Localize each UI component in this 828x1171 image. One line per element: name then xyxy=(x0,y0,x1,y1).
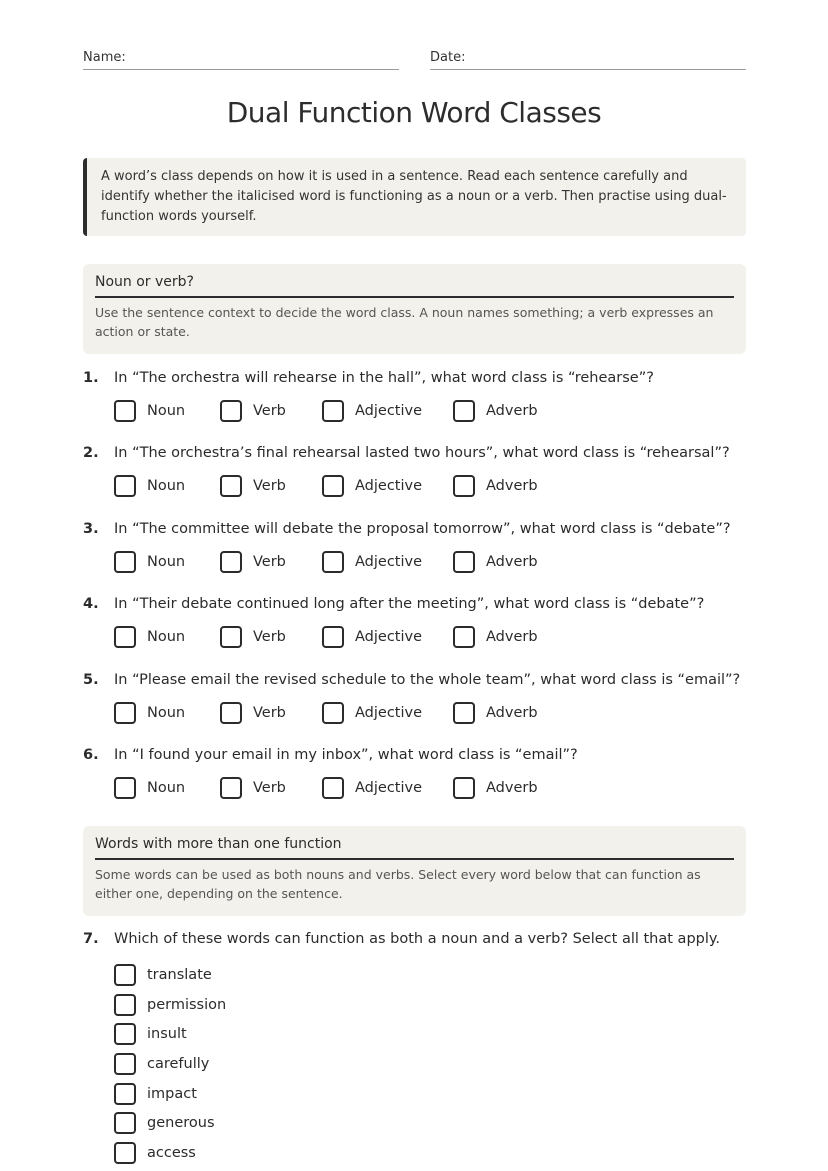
option-label: Adverb xyxy=(486,403,538,419)
question-text: In “Their debate continued long after the meeting”, what word class is “debate”? xyxy=(114,596,705,612)
option-verb[interactable] xyxy=(220,626,322,648)
option-label: Noun xyxy=(147,478,186,494)
option-label: Adjective xyxy=(355,629,423,645)
checkbox[interactable] xyxy=(114,475,136,497)
option-adverb[interactable] xyxy=(453,475,538,497)
option-verb[interactable] xyxy=(220,702,322,724)
choice-label: permission xyxy=(147,996,227,1013)
question-6 xyxy=(83,745,746,800)
answer-options xyxy=(114,399,746,423)
choice-translate[interactable] xyxy=(114,960,746,990)
option-label: Noun xyxy=(147,629,186,645)
checkbox[interactable] xyxy=(453,702,475,724)
section-description: Some words can be used as both nouns and verbs. Select every word below that can function as either one, depending on the sentence. xyxy=(95,867,701,901)
option-label: Adjective xyxy=(355,403,423,419)
checkbox[interactable] xyxy=(114,400,136,422)
checkbox[interactable] xyxy=(453,626,475,648)
name-field[interactable] xyxy=(83,50,399,70)
checkbox[interactable] xyxy=(220,551,242,573)
checkbox[interactable] xyxy=(322,400,344,422)
section-multiple-function xyxy=(83,826,746,916)
section-description: Use the sentence context to decide the word class. A noun names something; a verb expresses an action or state. xyxy=(95,305,714,339)
option-adjective[interactable] xyxy=(322,702,453,724)
question-text: In “The committee will debate the proposal tomorrow”, what word class is “debate”? xyxy=(114,521,731,537)
choice-label: carefully xyxy=(147,1055,210,1072)
option-adverb[interactable] xyxy=(453,400,538,422)
option-label: Adverb xyxy=(486,705,538,721)
question-text: Which of these words can function as both a noun and a verb? Select all that apply. xyxy=(114,931,720,947)
date-label: Date: xyxy=(430,50,466,65)
option-noun[interactable] xyxy=(114,777,220,799)
option-noun[interactable] xyxy=(114,400,220,422)
option-noun[interactable] xyxy=(114,702,220,724)
checkbox[interactable] xyxy=(322,777,344,799)
choice-list xyxy=(114,960,746,1168)
answer-options xyxy=(114,776,746,800)
option-label: Noun xyxy=(147,780,186,796)
question-text: In “Please email the revised schedule to the whole team”, what word class is “email”? xyxy=(114,672,741,688)
option-noun[interactable] xyxy=(114,475,220,497)
option-label: Adjective xyxy=(355,554,423,570)
question-number: 4. xyxy=(83,596,99,612)
question-text: In “I found your email in my inbox”, what word class is “email”? xyxy=(114,747,578,763)
checkbox[interactable] xyxy=(453,551,475,573)
answer-options xyxy=(114,474,746,498)
option-label: Verb xyxy=(253,554,286,570)
choice-label: access xyxy=(147,1144,196,1161)
option-label: Adverb xyxy=(486,554,538,570)
option-label: Verb xyxy=(253,478,286,494)
date-field[interactable] xyxy=(430,50,746,70)
option-verb[interactable] xyxy=(220,475,322,497)
choice-carefully[interactable] xyxy=(114,1049,746,1079)
option-noun[interactable] xyxy=(114,626,220,648)
choice-permission[interactable] xyxy=(114,990,746,1020)
checkbox[interactable] xyxy=(114,1142,136,1164)
checkbox[interactable] xyxy=(114,1112,136,1134)
section-title: Words with more than one function xyxy=(95,836,734,860)
question-number: 2. xyxy=(83,445,99,461)
option-label: Noun xyxy=(147,403,186,419)
option-adverb[interactable] xyxy=(453,702,538,724)
option-adverb[interactable] xyxy=(453,777,538,799)
option-adjective[interactable] xyxy=(322,400,453,422)
question-text: In “The orchestra’s final rehearsal lasted two hours”, what word class is “rehearsal”? xyxy=(114,445,730,461)
question-number: 3. xyxy=(83,521,99,537)
option-verb[interactable] xyxy=(220,551,322,573)
option-label: Adjective xyxy=(355,780,423,796)
section-title: Noun or verb? xyxy=(95,274,734,298)
choice-label: impact xyxy=(147,1085,197,1102)
option-label: Adjective xyxy=(355,705,423,721)
question-3 xyxy=(83,519,746,574)
question-number: 7. xyxy=(83,931,99,947)
checkbox[interactable] xyxy=(114,1053,136,1075)
option-noun[interactable] xyxy=(114,551,220,573)
choice-label: insult xyxy=(147,1026,187,1043)
option-label: Verb xyxy=(253,780,286,796)
option-verb[interactable] xyxy=(220,777,322,799)
checkbox[interactable] xyxy=(114,551,136,573)
checkbox[interactable] xyxy=(220,626,242,648)
section-noun-or-verb xyxy=(83,264,746,354)
option-adjective[interactable] xyxy=(322,475,453,497)
checkbox[interactable] xyxy=(114,994,136,1016)
option-label: Noun xyxy=(147,554,186,570)
checkbox[interactable] xyxy=(453,777,475,799)
checkbox[interactable] xyxy=(114,702,136,724)
option-label: Adjective xyxy=(355,478,423,494)
name-label: Name: xyxy=(83,50,126,65)
checkbox[interactable] xyxy=(220,702,242,724)
answer-options xyxy=(114,550,746,574)
option-adjective[interactable] xyxy=(322,777,453,799)
choice-label: translate xyxy=(147,966,212,983)
option-adjective[interactable] xyxy=(322,626,453,648)
checkbox[interactable] xyxy=(114,777,136,799)
question-7 xyxy=(83,929,746,1168)
answer-options xyxy=(114,625,746,649)
checkbox[interactable] xyxy=(220,777,242,799)
option-adverb[interactable] xyxy=(453,626,538,648)
checkbox[interactable] xyxy=(220,400,242,422)
question-4 xyxy=(83,594,746,649)
intro-box: A word’s class depends on how it is used in a sentence. Read each sentence carefully and identify whether the italicised word is functioning as a noun or a verb. Then practise using dual-function words yourself. xyxy=(83,158,746,236)
question-number: 5. xyxy=(83,672,99,688)
question-number: 1. xyxy=(83,370,99,386)
question-5 xyxy=(83,670,746,725)
option-label: Noun xyxy=(147,705,186,721)
option-label: Adverb xyxy=(486,780,538,796)
checkbox[interactable] xyxy=(322,626,344,648)
checkbox[interactable] xyxy=(453,475,475,497)
option-label: Verb xyxy=(253,629,286,645)
checkbox[interactable] xyxy=(114,1023,136,1045)
option-adjective[interactable] xyxy=(322,551,453,573)
option-label: Verb xyxy=(253,403,286,419)
option-adverb[interactable] xyxy=(453,551,538,573)
checkbox[interactable] xyxy=(114,626,136,648)
checkbox[interactable] xyxy=(322,551,344,573)
checkbox[interactable] xyxy=(453,400,475,422)
choice-label: generous xyxy=(147,1115,215,1132)
question-1 xyxy=(83,368,746,423)
choice-generous[interactable] xyxy=(114,1108,746,1138)
page-title: Dual Function Word Classes xyxy=(226,96,602,129)
choice-insult[interactable] xyxy=(114,1019,746,1049)
option-label: Adverb xyxy=(486,478,538,494)
checkbox[interactable] xyxy=(114,1083,136,1105)
answer-options xyxy=(114,701,746,725)
header-fields xyxy=(83,50,746,70)
checkbox[interactable] xyxy=(220,475,242,497)
question-2 xyxy=(83,443,746,498)
question-number: 6. xyxy=(83,747,99,763)
choice-impact[interactable] xyxy=(114,1079,746,1109)
checkbox[interactable] xyxy=(322,475,344,497)
checkbox[interactable] xyxy=(114,964,136,986)
option-verb[interactable] xyxy=(220,400,322,422)
option-label: Verb xyxy=(253,705,286,721)
question-text: In “The orchestra will rehearse in the hall”, what word class is “rehearse”? xyxy=(114,370,654,386)
option-label: Adverb xyxy=(486,629,538,645)
checkbox[interactable] xyxy=(322,702,344,724)
choice-access[interactable] xyxy=(114,1138,746,1168)
